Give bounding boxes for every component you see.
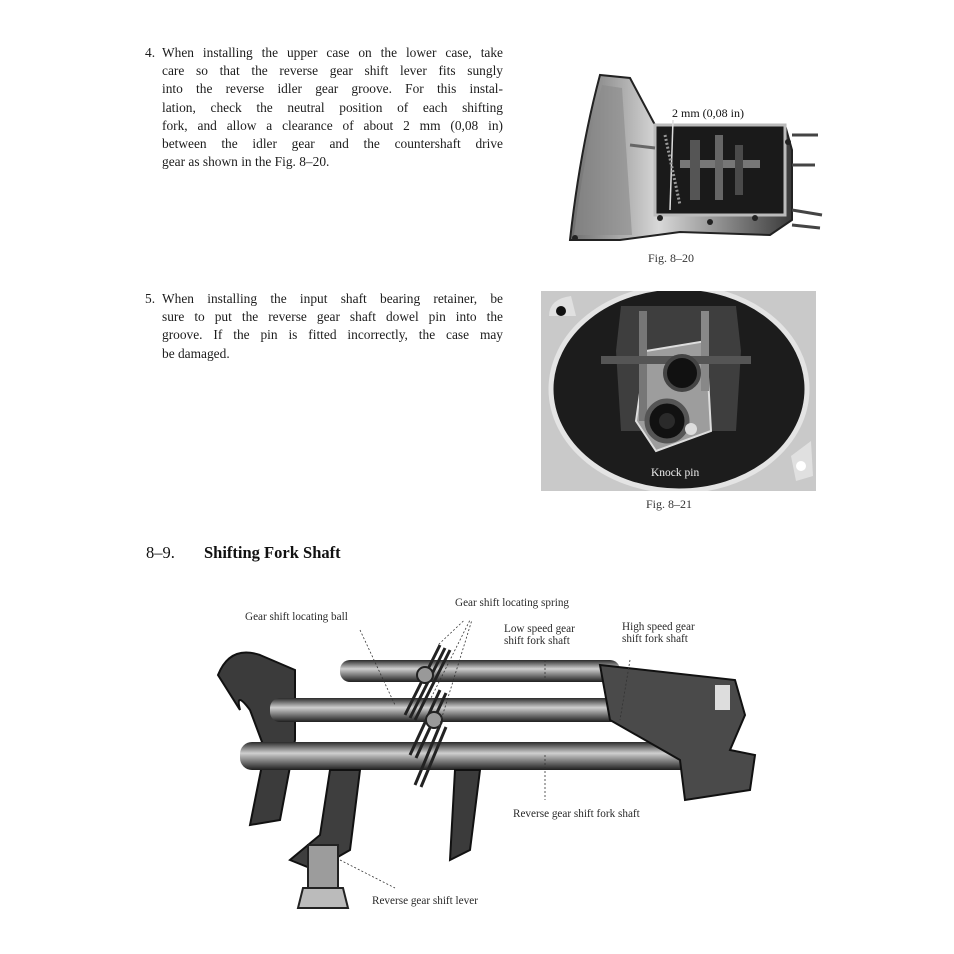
text-line: sure to put the reverse gear shaft dowel pin into the	[162, 309, 503, 325]
text-line: When installing the upper case on the lower case, take	[162, 45, 503, 60]
label-reverse-lever: Reverse gear shift lever	[372, 895, 478, 907]
label-locating-ball: Gear shift locating ball	[245, 611, 348, 623]
text-line: into the reverse idler gear groove. For this instal-	[162, 81, 503, 97]
shifting-fork-shaft-photo	[210, 620, 770, 920]
section-heading	[146, 543, 341, 563]
figure-caption-8-21: Fig. 8–21	[646, 497, 693, 511]
step-5-paragraph	[145, 290, 503, 363]
text-line: care so that the reverse gear shift lever fits sungly	[162, 63, 503, 79]
text-line: be damaged.	[162, 345, 230, 361]
section-title: Shifting Fork Shaft	[204, 543, 341, 562]
bearing-retainer-photo	[541, 291, 816, 491]
label-low-speed-shaft-1: Low speed gear	[504, 623, 575, 635]
figure-caption-8-20: Fig. 8–20	[648, 251, 695, 265]
text-line: fork, and allow a clearance of about 2 mm (0,08 in)	[162, 117, 503, 133]
text-line: When installing the input shaft bearing retainer, be	[162, 291, 503, 306]
section-number: 8–9.	[146, 543, 175, 562]
fork-shaft-assembly-illustration	[210, 620, 770, 920]
figure-8-20-photo	[560, 70, 830, 250]
text-line: gear as shown in the Fig. 8–20.	[162, 154, 330, 170]
clearance-annotation: 2 mm (0,08 in)	[672, 106, 744, 120]
text-line: lation, check the neutral position of each shifting	[162, 99, 503, 115]
step-number: 4.	[145, 45, 156, 60]
label-low-speed-shaft-2: shift fork shaft	[504, 635, 570, 647]
label-locating-spring: Gear shift locating spring	[455, 597, 570, 609]
step-number: 5.	[145, 291, 156, 306]
label-high-speed-shaft-1: High speed gear	[622, 621, 695, 633]
label-reverse-shaft: Reverse gear shift fork shaft	[513, 808, 640, 820]
text-line: groove. If the pin is fitted incorrectly, the case may	[162, 327, 503, 343]
step-4-paragraph	[145, 44, 503, 171]
knock-pin-annotation: Knock pin	[651, 467, 700, 479]
text-line: between the idler gear and the countershaft drive	[162, 136, 503, 152]
transmission-case-side-photo	[560, 70, 830, 250]
label-high-speed-shaft-2: shift fork shaft	[622, 633, 688, 645]
figure-8-21-photo	[541, 291, 816, 491]
